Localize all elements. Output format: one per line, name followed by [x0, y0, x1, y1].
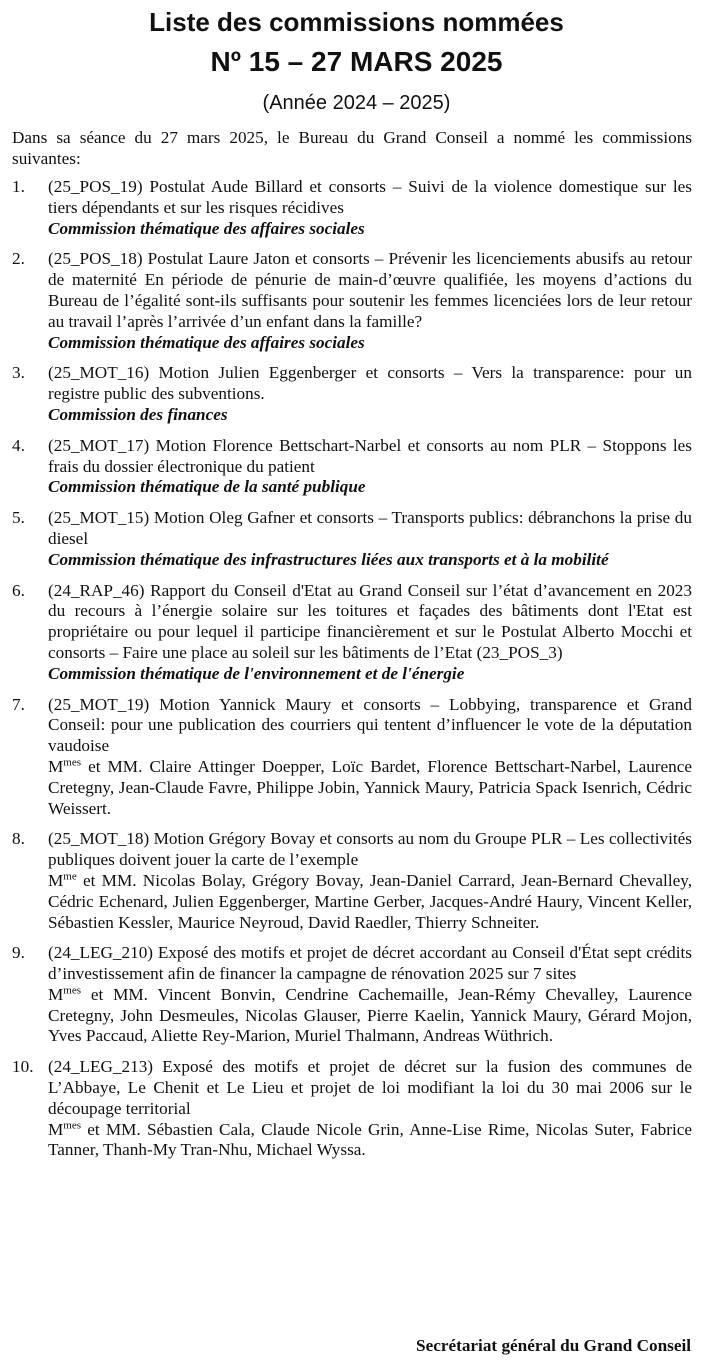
member-names: et MM. Claire Attinger Doepper, Loïc Bardet, Florence Bettschart-Narbel, Laurence Cretegny, Jean-Claude Favre, Philippe Jobin, Yannick Maury, Patricia Spack Isenrich, Cédric Weissert.: [48, 756, 692, 818]
item-description: (25_POS_18) Postulat Laure Jaton et consorts – Prévenir les licenciements abusifs au retour de maternité En période de pénurie de main-d’œuvre qualifiée, les moyens d’actions du Bureau de l’égalité sont-ils suffisants pour soutenir les femmes licenciées lors de leur retour au travail l’après l’arrivée d’un enfant dans la famille?: [48, 249, 692, 331]
item-number: 2.: [12, 249, 25, 269]
year-range: (Année 2024 – 2025): [262, 92, 451, 114]
item-description: (25_MOT_17) Motion Florence Bettschart-Narbel et consorts au nom PLR – Stoppons les frais du dossier électronique du patient: [48, 435, 692, 476]
item-description: (24_RAP_46) Rapport du Conseil d'Etat au Grand Conseil sur l’état d’avancement en 2023 du recours à l’énergie solaire sur les toitures et façades des bâtiments dont l'Etat est propriétaire ou pour lequel il participe financièrement et sur le Postulat Alberto Mocchi et consorts – Faire une place au soleil sur les bâtiments de l’Etat (23_POS_3): [48, 580, 692, 662]
list-item: [12, 249, 692, 353]
member-title-superscript: mes: [63, 1118, 82, 1131]
item-number: 9.: [12, 943, 25, 963]
member-title-superscript: mes: [63, 756, 82, 769]
item-number: 6.: [12, 580, 25, 600]
list-item: [12, 943, 692, 1047]
list-item: [12, 436, 692, 498]
item-number: 1.: [12, 177, 25, 196]
item-description: (24_LEG_210) Exposé des motifs et projet de décret accordant au Conseil d'État sept crédits d’investissement afin de financer la campagne de rénovation 2025 sur 7 sites: [48, 943, 692, 984]
commission-name: Commission thématique de l'environnement et de l'énergie: [48, 663, 465, 683]
item-description: (24_LEG_213) Exposé des motifs et projet de décret sur la fusion des communes de L’Abbaye, Le Chenit et Le Lieu et projet de loi modifiant la loi du 30 mai 2006 sur le découpage territorial: [48, 1057, 692, 1118]
item-number: 3.: [12, 363, 25, 383]
list-item: [12, 829, 692, 933]
list-item: [12, 581, 692, 685]
commission-name: Commission thématique des infrastructures liées aux transports et à la mobilité: [48, 549, 609, 569]
commission-name: Commission des finances: [48, 404, 228, 424]
list-item: [12, 363, 692, 425]
member-title-prefix: M: [48, 870, 64, 890]
commission-name: Commission thématique des affaires sociales: [48, 332, 365, 352]
member-title-superscript: me: [63, 870, 77, 883]
commission-name: Commission thématique de la santé publique: [48, 477, 366, 497]
item-number: 10.: [12, 1057, 34, 1077]
document-title: Liste des commissions nommées: [149, 7, 564, 37]
commission-members: [48, 757, 692, 819]
member-title-prefix: M: [48, 1119, 64, 1139]
item-description: (25_MOT_18) Motion Grégory Bovay et consorts au nom du Groupe PLR – Les collectivités publiques doivent jouer la carte de l’exemple: [48, 829, 692, 870]
member-names: et MM. Vincent Bonvin, Cendrine Cachemaille, Jean-Rémy Chevalley, Laurence Cretegny, John Desmeules, Nicolas Glauser, Pierre Kaelin, Yannick Maury, Gérard Mojon, Yves Paccaud, Aliette Rey-Marion, Muriel Thalmann, Andreas Wüthrich.: [48, 984, 692, 1046]
item-number: 4.: [12, 435, 25, 455]
member-title-superscript: mes: [63, 984, 82, 997]
item-number: 5.: [12, 508, 25, 528]
member-names: et MM. Nicolas Bolay, Grégory Bovay, Jean-Daniel Carrard, Jean-Bernard Chevalley, Cédric Echenard, Julien Eggenberger, Martine Gerber, Jacques-André Haury, Vincent Keller, Sébastien Kessler, Maurice Neyroud, David Raedler, Thierry Schneiter.: [48, 870, 692, 932]
intro-paragraph: Dans sa séance du 27 mars 2025, le Bureau du Grand Conseil a nommé les commissions suivantes:: [12, 128, 692, 168]
list-item: [12, 1057, 692, 1161]
item-description: (25_POS_19) Postulat Aude Billard et consorts – Suivi de la violence domestique sur les tiers dépendants et sur les risques récidives: [48, 177, 692, 217]
member-title-prefix: M: [48, 756, 64, 776]
commission-members: [48, 1120, 692, 1162]
list-item: [12, 177, 692, 239]
commission-members: [48, 985, 692, 1047]
item-description: (25_MOT_16) Motion Julien Eggenberger et consorts – Vers la transparence: pour un registre public des subventions.: [48, 363, 692, 404]
item-description: (25_MOT_19) Motion Yannick Maury et consorts – Lobbying, transparence et Grand Conseil: pour une publication des courriers qui tentent d’influencer le vote de la députation vaudoise: [48, 694, 692, 756]
member-names: et MM. Sébastien Cala, Claude Nicole Grin, Anne-Lise Rime, Nicolas Suter, Fabrice Tanner, Thanh-My Tran-Nhu, Michael Wyssa.: [48, 1119, 692, 1160]
commission-name: Commission thématique des affaires sociales: [48, 218, 365, 238]
commission-list: [12, 177, 692, 1171]
commission-members: [48, 871, 692, 933]
list-item: [12, 508, 692, 570]
member-title-prefix: M: [48, 984, 64, 1004]
signature: Secrétariat général du Grand Conseil: [416, 1336, 691, 1355]
issue-number: Nº 15 – 27 MARS 2025: [210, 46, 503, 77]
item-number: 8.: [12, 829, 25, 849]
list-item: [12, 695, 692, 820]
item-description: (25_MOT_15) Motion Oleg Gafner et consorts – Transports publics: débranchons la prise du diesel: [48, 508, 692, 548]
item-number: 7.: [12, 694, 25, 714]
